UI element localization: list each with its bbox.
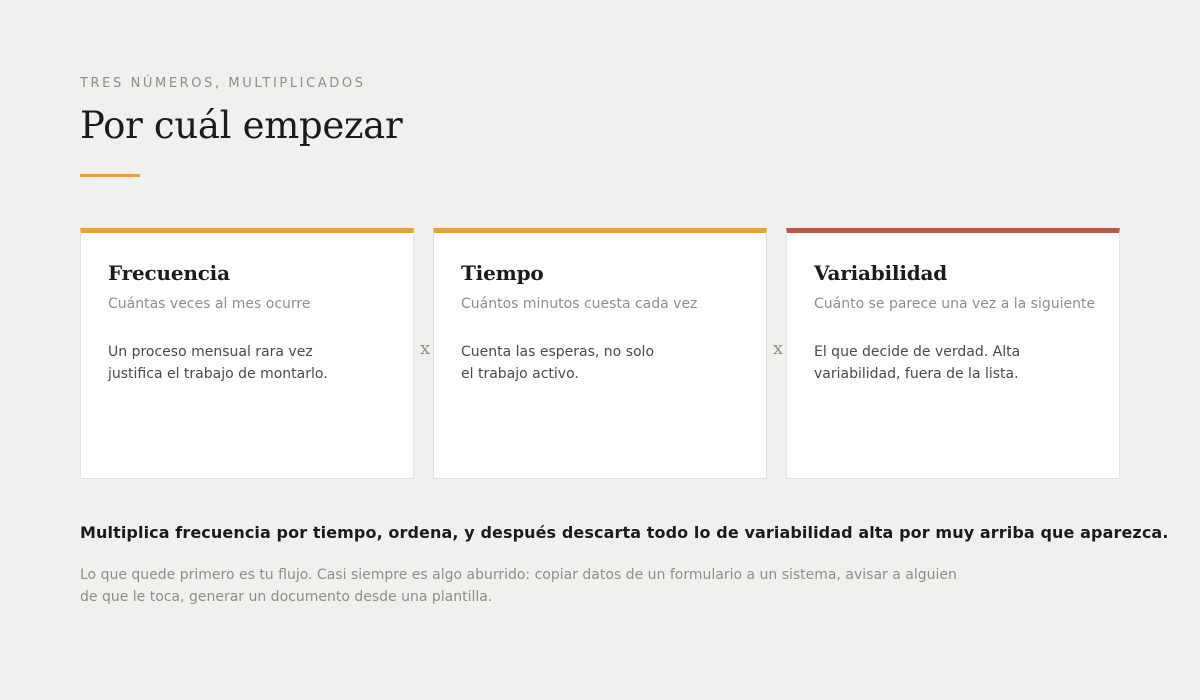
card-title: Variabilidad xyxy=(814,261,948,285)
card-subtitle: Cuánto se parece una vez a la siguiente xyxy=(814,296,1096,312)
summary-note-line: Lo que quede primero es tu flujo. Casi siempre es algo aburrido: copiar datos de un formulario a un sistema, avisar a alguien xyxy=(80,567,957,583)
page-title: Por cuál empezar xyxy=(80,104,403,147)
title-underline xyxy=(80,174,140,177)
card-subtitle: Cuántos minutos cuesta cada vez xyxy=(461,296,698,312)
card-body xyxy=(108,341,328,385)
card-title: Tiempo xyxy=(461,261,544,285)
card-body-line: el trabajo activo. xyxy=(461,366,579,382)
multiply-sign: x xyxy=(420,338,431,359)
summary-note-line: de que le toca, generar un documento desde una plantilla. xyxy=(80,589,493,605)
card-body xyxy=(461,341,654,385)
card-tiempo xyxy=(433,228,767,479)
card-body xyxy=(814,341,1020,385)
card-body-line: justifica el trabajo de montarlo. xyxy=(108,366,328,382)
card-frecuencia xyxy=(80,228,414,479)
card-body-line: variabilidad, fuera de la lista. xyxy=(814,366,1019,382)
card-body-line: El que decide de verdad. Alta xyxy=(814,344,1021,360)
card-body-line: Cuenta las esperas, no solo xyxy=(461,344,655,360)
section-eyebrow: TRES NÚMEROS, MULTIPLICADOS xyxy=(80,76,366,91)
summary-note xyxy=(80,564,957,608)
card-body-line: Un proceso mensual rara vez xyxy=(108,344,313,360)
summary-lead: Multiplica frecuencia por tiempo, ordena, y después descarta todo lo de variabilidad alta por muy arriba que aparezca. xyxy=(80,523,1169,542)
card-subtitle: Cuántas veces al mes ocurre xyxy=(108,296,311,312)
multiply-sign: x xyxy=(773,338,784,359)
card-title: Frecuencia xyxy=(108,261,230,285)
card-variabilidad xyxy=(786,228,1120,479)
